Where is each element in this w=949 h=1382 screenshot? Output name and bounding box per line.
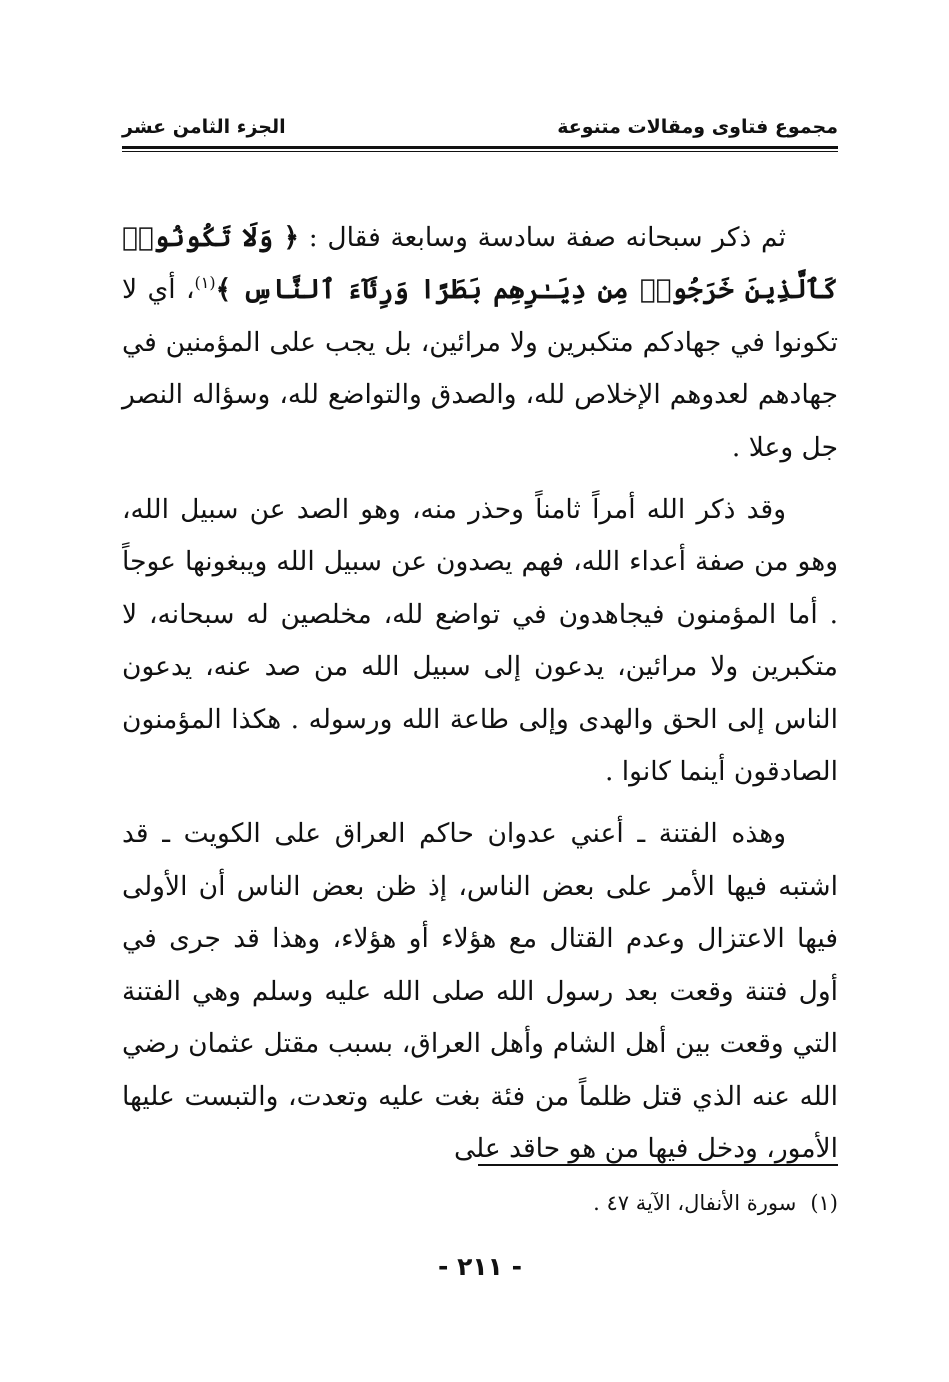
- running-header: [122, 112, 838, 142]
- page-number: - ٢١١ -: [438, 1252, 522, 1281]
- footnote-reference: (١): [194, 273, 216, 293]
- quran-verse: ﴿ وَلَا تَكُونُوا۟ كَٱلَّذِينَ خَرَجُوا۟ مِن دِيَـٰرِهِم بَطَرًا وَرِئَآءَ ٱلنَّاسِ ﴾: [122, 222, 838, 306]
- paragraph-1-rest: ، أي لا تكونوا في جهادكم متكبرين ولا مرائين، بل يجب على المؤمنين في جهادهم لعدوهم الإخلاص لله، والصدق والتواضع لله، وسؤاله النصر جل وعلا .: [122, 274, 838, 463]
- paragraph-2: وقد ذكر الله أمراً ثامناً وحذر منه، وهو الصد عن سبيل الله، وهو من صفة أعداء الله، فهم يصدون عن سبيل الله ويبغونها عوجاً . أما المؤمنون فيجاهدون في تواضع لله، مخلصين له سبحانه، لا متكبرين ولا مرائين، يدعون إلى سبيل الله من صد عنه، يدعون الناس إلى الحق والهدى وإلى طاعة الله ورسوله . هكذا المؤمنون الصادقون أينما كانوا .: [122, 494, 838, 788]
- book-page: [122, 112, 838, 1292]
- volume-label: الجزء الثامن عشر: [122, 116, 286, 138]
- footnote-rule: [478, 1164, 838, 1166]
- header-rule: [122, 146, 838, 152]
- footnote-text: سورة الأنفال، الآية ٤٧ .: [593, 1191, 797, 1215]
- footnote-number: (١): [810, 1191, 838, 1215]
- book-title: مجموع فتاوى ومقالات متنوعة: [557, 116, 838, 138]
- footnote: [593, 1188, 838, 1218]
- paragraph-1-intro: ثم ذكر سبحانه صفة سادسة وسابعة فقال :: [299, 222, 786, 253]
- paragraph-3: وهذه الفتنة ـ أعني عدوان حاكم العراق على الكويت ـ قد اشتبه فيها الأمر على بعض الناس، إذ ظن بعض الناس أن الأولى فيها الاعتزال وعدم القتال مع هؤلاء أو هؤلاء، وهذا قد جرى في أول فتنة وقعت بعد رسول الله صلى الله عليه وسلم وهي الفتنة التي وقعت بين أهل الشام وأهل العراق، بسبب مقتل عثمان رضي الله عنه الذي قتل ظلماً من فئة بغت عليه وتعدت، والتبست عليها الأمور، ودخل فيها من هو حاقد على: [122, 818, 838, 1164]
- paragraph-1: [122, 212, 838, 474]
- main-text: [122, 212, 838, 1175]
